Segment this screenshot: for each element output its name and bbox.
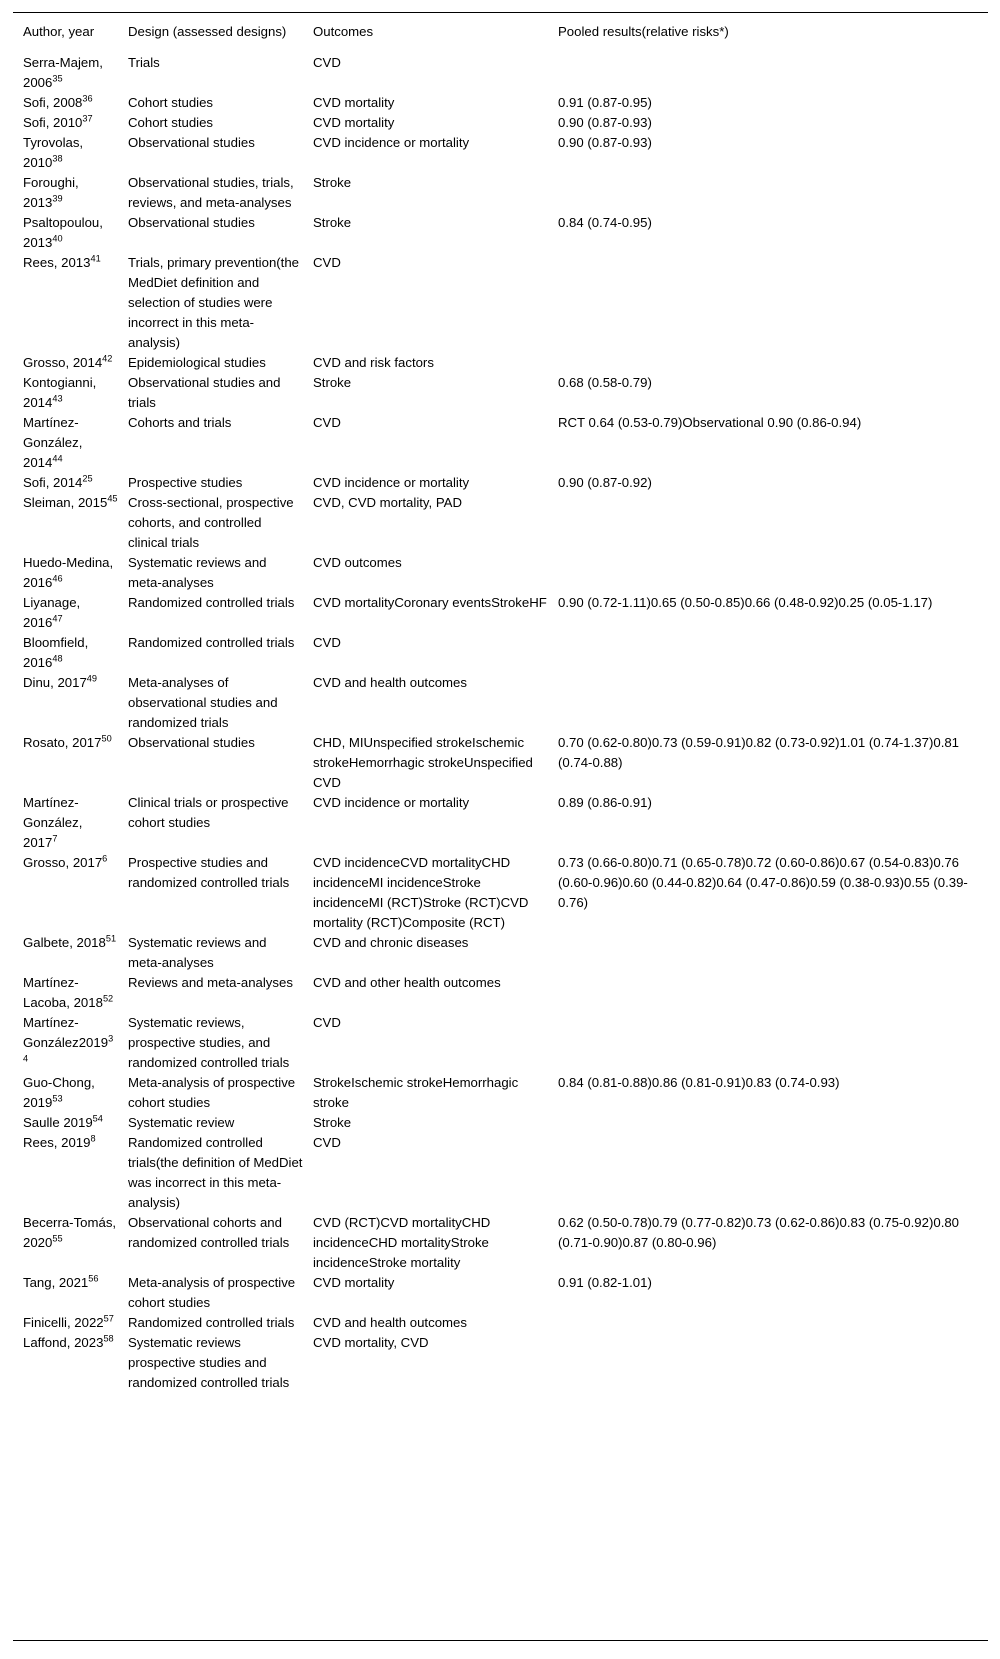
cell-design: Randomized controlled trials [128,1315,295,1330]
reference-superscript: 37 [82,113,93,124]
evidence-table [13,22,988,1393]
author-year-text: Grosso, 2014 [23,355,103,370]
table-row [13,473,988,493]
reference-superscript: 36 [82,93,93,104]
reference-superscript: 38 [52,153,63,164]
author-year-text: Sleiman, 2015 [23,495,108,510]
cell-author-year [13,1113,128,1133]
column-header-author-year: Author, year [23,24,95,39]
cell-pooled-results [558,553,988,593]
table-row [13,1013,988,1073]
table-row [13,673,988,733]
reference-superscript: 47 [52,613,63,624]
cell-outcomes: CVD and other health outcomes [313,975,501,990]
table-row [13,413,988,473]
cell-design: Systematic reviews and meta-analyses [128,555,267,590]
cell-author-year [13,93,128,113]
cell-outcomes: CHD, MIUnspecified strokeIschemic strokeHemorrhagic strokeUnspecified CVD [313,735,533,790]
cell-pooled-results [558,173,988,213]
cell-pooled-results: 0.91 (0.87-0.95) [558,95,652,110]
cell-pooled-results [558,253,988,353]
table-row [13,593,988,633]
cell-author-year [13,1333,128,1393]
cell-pooled-results: 0.62 (0.50-0.78)0.79 (0.77-0.82)0.73 (0.62-0.86)0.83 (0.75-0.92)0.80 (0.71-0.90)0.87 (0.80-0.96) [558,1215,960,1250]
cell-author-year [13,853,128,933]
reference-superscript: 42 [102,353,113,364]
cell-outcomes: Stroke [313,175,352,190]
cell-pooled-results [558,1133,988,1213]
reference-superscript: 41 [90,253,101,264]
author-year-text: Rees, 2019 [23,1135,91,1150]
reference-superscript: 45 [107,493,118,504]
cell-design: Observational cohorts and randomized controlled trials [128,1215,290,1250]
table-row [13,553,988,593]
table-row [13,253,988,353]
cell-author-year [13,553,128,593]
author-year-text: Finicelli, 2022 [23,1315,104,1330]
cell-outcomes: CVD, CVD mortality, PAD [313,495,462,510]
cell-design: Systematic reviews prospective studies and randomized controlled trials [128,1335,290,1390]
cell-outcomes: CVD and chronic diseases [313,935,469,950]
cell-author-year [13,53,128,93]
cell-author-year [13,1013,128,1073]
cell-outcomes: CVD mortalityCoronary eventsStrokeHF [313,595,547,610]
cell-outcomes: CVD mortality [313,1275,395,1290]
reference-superscript: 35 [52,73,63,84]
cell-design: Observational studies, trials, reviews, and meta-analyses [128,175,294,210]
author-year-text: Kontogianni, 2014 [23,375,97,410]
cell-pooled-results: 0.84 (0.74-0.95) [558,215,652,230]
cell-design: Systematic reviews and meta-analyses [128,935,267,970]
reference-superscript: 51 [105,933,117,944]
cell-author-year [13,733,128,793]
reference-superscript: 40 [52,233,63,244]
table-row [13,1133,988,1213]
author-year-text: Tyrovolas, 2010 [23,135,84,170]
reference-superscript: 34 [23,1033,114,1064]
reference-superscript: 43 [52,393,63,404]
cell-author-year [13,413,128,473]
cell-design: Cohort studies [128,95,214,110]
cell-author-year [13,1213,128,1273]
reference-superscript: 58 [103,1333,114,1344]
table-row [13,493,988,553]
cell-outcomes: CVD incidence or mortality [313,475,470,490]
cell-outcomes: CVD and risk factors [313,355,434,370]
cell-author-year [13,493,128,553]
reference-superscript: 52 [102,993,114,1004]
cell-author-year [13,133,128,173]
cell-design: Observational studies and trials [128,375,281,410]
table-top-rule [13,12,988,13]
table-bottom-rule [13,1640,988,1641]
table-row [13,213,988,253]
reference-superscript: 39 [52,193,63,204]
cell-pooled-results: 0.90 (0.87-0.93) [558,115,652,130]
column-header-pooled-results: Pooled results(relative risks*) [558,24,729,39]
cell-pooled-results: RCT 0.64 (0.53-0.79)Observational 0.90 (0.86-0.94) [558,415,862,430]
author-year-text: Martínez-González2019 [23,1015,109,1050]
cell-design: Randomized controlled trials [128,595,295,610]
cell-author-year [13,1313,128,1333]
author-year-text: Rees, 2013 [23,255,91,270]
cell-outcomes: CVD [313,55,341,70]
cell-author-year [13,1073,128,1113]
cell-outcomes: CVD [313,635,341,650]
cell-pooled-results [558,493,988,553]
cell-outcomes: CVD and health outcomes [313,1315,467,1330]
cell-author-year [13,593,128,633]
cell-author-year [13,673,128,733]
cell-design: Reviews and meta-analyses [128,975,293,990]
cell-pooled-results: 0.91 (0.82-1.01) [558,1275,652,1290]
author-year-text: Psaltopoulou, 2013 [23,215,103,250]
cell-outcomes: Stroke [313,375,352,390]
cell-design: Trials [128,55,160,70]
author-year-text: Liyanage, 2016 [23,595,81,630]
reference-superscript: 56 [88,1273,99,1284]
header-row [13,22,988,53]
table-header [13,22,988,53]
reference-superscript: 8 [90,1133,96,1144]
author-year-text: Martínez-González, 2014 [23,415,83,470]
cell-pooled-results [558,1333,988,1393]
cell-author-year [13,173,128,213]
author-year-text: Sofi, 2008 [23,95,83,110]
cell-author-year [13,633,128,673]
author-year-text: Huedo-Medina, 2016 [23,555,114,590]
cell-outcomes: StrokeIschemic strokeHemorrhagic stroke [313,1075,519,1110]
reference-superscript: 54 [92,1113,103,1124]
cell-outcomes: CVD outcomes [313,555,402,570]
table-row [13,1213,988,1273]
cell-author-year [13,473,128,493]
cell-outcomes: CVD incidenceCVD mortalityCHD incidenceMI incidenceStroke incidenceMI (RCT)Stroke (RCT)CVD mortality (RCT)Composite (RCT) [313,855,529,930]
cell-author-year [13,933,128,973]
cell-pooled-results [558,933,988,973]
reference-superscript: 55 [52,1233,63,1244]
reference-superscript: 57 [103,1313,114,1324]
table-body [13,53,988,1393]
table-row [13,1333,988,1393]
reference-superscript: 53 [52,1093,63,1104]
cell-design: Cohorts and trials [128,415,232,430]
cell-outcomes: CVD [313,1015,341,1030]
cell-design: Cross-sectional, prospective cohorts, and controlled clinical trials [128,495,294,550]
table-row [13,113,988,133]
reference-superscript: 49 [86,673,98,684]
cell-author-year [13,1273,128,1313]
author-year-text: Grosso, 2017 [23,855,103,870]
cell-pooled-results: 0.70 (0.62-0.80)0.73 (0.59-0.91)0.82 (0.73-0.92)1.01 (0.74-1.37)0.81 (0.74-0.88) [558,735,960,770]
cell-author-year [13,793,128,853]
cell-pooled-results: 0.68 (0.58-0.79) [558,375,652,390]
reference-superscript: 46 [52,573,63,584]
table-row [13,173,988,213]
table-row [13,1113,988,1133]
author-year-text: Rosato, 2017 [23,735,102,750]
cell-pooled-results [558,973,988,1013]
cell-outcomes: CVD [313,255,341,270]
table-row [13,973,988,1013]
cell-author-year [13,253,128,353]
cell-author-year [13,1133,128,1213]
cell-outcomes: CVD [313,1135,341,1150]
cell-design: Systematic reviews, prospective studies, and randomized controlled trials [128,1015,290,1070]
table-row [13,93,988,113]
reference-superscript: 44 [52,453,63,464]
cell-pooled-results: 0.84 (0.81-0.88)0.86 (0.81-0.91)0.83 (0.74-0.93) [558,1075,840,1090]
author-year-text: Martínez-Lacoba, 2018 [23,975,103,1010]
cell-pooled-results [558,1113,988,1133]
cell-pooled-results: 0.89 (0.86-0.91) [558,795,652,810]
table-row [13,933,988,973]
cell-outcomes: CVD mortality [313,115,395,130]
author-year-text: Foroughi, 2013 [23,175,79,210]
cell-outcomes: CVD incidence or mortality [313,135,470,150]
author-year-text: Galbete, 2018 [23,935,106,950]
cell-outcomes: Stroke [313,1115,352,1130]
cell-design: Meta-analysis of prospective cohort studies [128,1275,296,1310]
author-year-text: Laffond, 2023 [23,1335,104,1350]
cell-design: Trials, primary prevention(the MedDiet definition and selection of studies were incorrect in this meta-analysis) [128,255,300,350]
column-header-outcomes: Outcomes [313,24,374,39]
table-row [13,133,988,173]
table-row [13,53,988,93]
table-row [13,1313,988,1333]
cell-outcomes: CVD and health outcomes [313,675,467,690]
cell-design: Meta-analyses of observational studies and randomized trials [128,675,278,730]
cell-design: Observational studies [128,215,255,230]
cell-design: Observational studies [128,735,255,750]
reference-superscript: 6 [102,853,108,864]
table-row [13,353,988,373]
cell-pooled-results [558,633,988,673]
cell-outcomes: Stroke [313,215,352,230]
reference-superscript: 25 [82,473,93,484]
author-year-text: Sofi, 2014 [23,475,83,490]
table-row [13,1273,988,1313]
cell-design: Prospective studies and randomized controlled trials [128,855,290,890]
table-row [13,633,988,673]
table-row [13,853,988,933]
author-year-text: Guo-Chong, 2019 [23,1075,95,1110]
author-year-text: Dinu, 2017 [23,675,87,690]
cell-design: Randomized controlled trials(the definition of MedDiet was incorrect in this meta-analysis) [128,1135,303,1210]
cell-outcomes: CVD incidence or mortality [313,795,470,810]
cell-pooled-results: 0.90 (0.87-0.92) [558,475,652,490]
cell-pooled-results [558,1313,988,1333]
cell-design: Observational studies [128,135,255,150]
cell-design: Clinical trials or prospective cohort studies [128,795,289,830]
cell-pooled-results: 0.73 (0.66-0.80)0.71 (0.65-0.78)0.72 (0.60-0.86)0.67 (0.54-0.83)0.76 (0.60-0.96)0.60 (0.44-0.82)0.64 (0.47-0.86)0.59 (0.38-0.93)0.55 (0.39-0.76) [558,855,968,910]
author-year-text: Becerra-Tomás, 2020 [23,1215,117,1250]
cell-design: Meta-analysis of prospective cohort studies [128,1075,296,1110]
reference-superscript: 48 [52,653,63,664]
table-row [13,1073,988,1113]
author-year-text: Bloomfield, 2016 [23,635,89,670]
cell-author-year [13,213,128,253]
table-row [13,373,988,413]
cell-design: Systematic review [128,1115,235,1130]
cell-author-year [13,373,128,413]
cell-outcomes: CVD (RCT)CVD mortalityCHD incidenceCHD mortalityStroke incidenceStroke mortality [313,1215,491,1270]
cell-author-year [13,353,128,373]
cell-pooled-results: 0.90 (0.72-1.11)0.65 (0.50-0.85)0.66 (0.48-0.92)0.25 (0.05-1.17) [558,595,933,610]
author-year-text: Serra-Majem, 2006 [23,55,103,90]
cell-design: Randomized controlled trials [128,635,295,650]
cell-pooled-results [558,53,988,93]
reference-superscript: 7 [52,833,58,844]
cell-pooled-results [558,673,988,733]
cell-author-year [13,973,128,1013]
cell-design: Cohort studies [128,115,214,130]
table-row [13,733,988,793]
column-header-design: Design (assessed designs) [128,24,287,39]
cell-pooled-results: 0.90 (0.87-0.93) [558,135,652,150]
cell-pooled-results [558,353,988,373]
author-year-text: Saulle 2019 [23,1115,93,1130]
table-row [13,793,988,853]
cell-outcomes: CVD [313,415,341,430]
author-year-text: Martínez-González, 2017 [23,795,83,850]
cell-design: Epidemiological studies [128,355,266,370]
author-year-text: Tang, 2021 [23,1275,89,1290]
author-year-text: Sofi, 2010 [23,115,83,130]
cell-pooled-results [558,1013,988,1073]
cell-design: Prospective studies [128,475,243,490]
cell-author-year [13,113,128,133]
cell-outcomes: CVD mortality [313,95,395,110]
cell-outcomes: CVD mortality, CVD [313,1335,429,1350]
reference-superscript: 50 [101,733,112,744]
